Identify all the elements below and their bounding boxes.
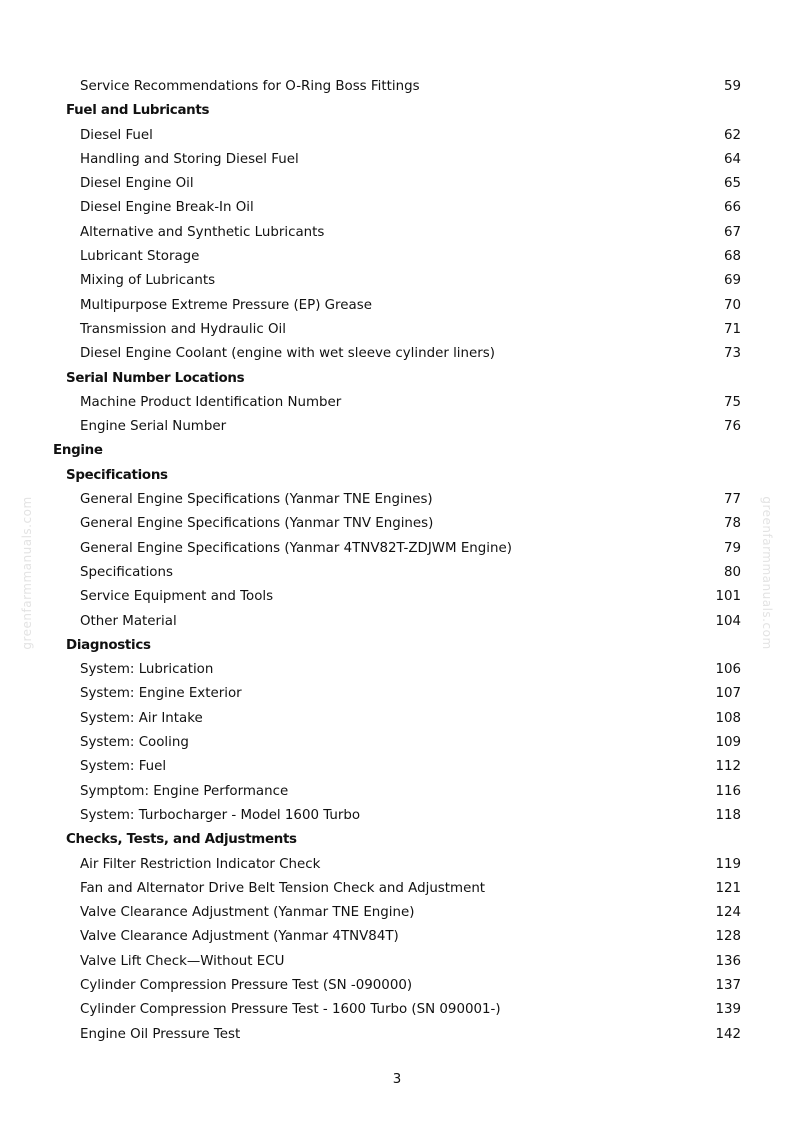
toc-entry-title: General Engine Specifications (Yanmar TNV Engines) xyxy=(80,516,434,532)
toc-entry[interactable] xyxy=(0,245,794,269)
toc-entry-title: Diesel Engine Break-In Oil xyxy=(80,200,254,216)
toc-entry-page: 77 xyxy=(723,492,741,508)
toc-entry-title: Machine Product Identification Number xyxy=(80,394,342,410)
toc-entry-title: System: Cooling xyxy=(80,735,189,751)
toc-entry[interactable] xyxy=(0,294,794,318)
toc-entry-title: Service Equipment and Tools xyxy=(80,589,274,605)
toc-section-heading[interactable] xyxy=(0,367,794,391)
toc-entry[interactable] xyxy=(0,950,794,974)
toc-entry-page: 121 xyxy=(715,880,741,896)
toc-entry-title: Diesel Fuel xyxy=(80,127,153,143)
toc-entry[interactable] xyxy=(0,610,794,634)
toc-entry-page: 69 xyxy=(723,273,741,289)
toc-entry-title: System: Engine Exterior xyxy=(80,686,242,702)
toc-entry-page: 62 xyxy=(723,127,741,143)
toc-entry-title: Cylinder Compression Pressure Test - 1600 Turbo (SN 090001-) xyxy=(80,1002,501,1018)
toc-entry-title: Fuel and Lubricants xyxy=(66,103,210,119)
toc-entry[interactable] xyxy=(0,925,794,949)
toc-entry-title: Engine xyxy=(53,443,103,459)
toc-entry-title: Specifications xyxy=(80,564,173,580)
toc-entry-page: 108 xyxy=(715,710,741,726)
toc-entry-page: 64 xyxy=(723,151,741,167)
toc-entry-page: 107 xyxy=(715,686,741,702)
toc-entry-title: Specifications xyxy=(66,467,168,483)
toc-entry[interactable] xyxy=(0,561,794,585)
toc-entry-title: Fan and Alternator Drive Belt Tension Check and Adjustment xyxy=(80,880,486,896)
toc-entry[interactable] xyxy=(0,318,794,342)
toc-entry[interactable] xyxy=(0,196,794,220)
toc-entry-title: Air Filter Restriction Indicator Check xyxy=(80,856,321,872)
toc-entry-page: 73 xyxy=(723,346,741,362)
toc-entry[interactable] xyxy=(0,877,794,901)
toc-entry-page: 78 xyxy=(723,516,741,532)
toc-entry[interactable] xyxy=(0,269,794,293)
toc-entry-title: Service Recommendations for O-Ring Boss Fittings xyxy=(80,79,420,94)
toc-entry-page: 65 xyxy=(723,176,741,192)
toc-entry-page: 59 xyxy=(723,79,741,94)
toc-entry[interactable] xyxy=(0,342,794,366)
toc-entry-page: 76 xyxy=(723,419,741,435)
toc-section-heading[interactable] xyxy=(0,99,794,123)
toc-entry-page: 118 xyxy=(715,807,741,823)
toc-entry-title: Symptom: Engine Performance xyxy=(80,783,289,799)
table-of-contents xyxy=(0,75,794,1047)
toc-entry-page: 109 xyxy=(715,735,741,751)
watermark-right: greenfarmmanuals.com xyxy=(760,496,774,650)
toc-entry-title: Valve Clearance Adjustment (Yanmar TNE Engine) xyxy=(80,905,415,921)
toc-entry-page: 101 xyxy=(715,589,741,605)
toc-entry-page: 136 xyxy=(715,953,741,969)
toc-entry-title: Serial Number Locations xyxy=(66,370,245,386)
toc-entry-title: Other Material xyxy=(80,613,177,629)
toc-entry[interactable] xyxy=(0,780,794,804)
toc-entry[interactable] xyxy=(0,172,794,196)
toc-entry[interactable] xyxy=(0,124,794,148)
toc-entry[interactable] xyxy=(0,998,794,1022)
toc-entry-page: 106 xyxy=(715,662,741,678)
toc-entry[interactable] xyxy=(0,707,794,731)
toc-entry[interactable] xyxy=(0,731,794,755)
toc-entry[interactable] xyxy=(0,804,794,828)
toc-entry-title: System: Lubrication xyxy=(80,662,214,678)
toc-entry[interactable] xyxy=(0,148,794,172)
toc-entry-page: 128 xyxy=(715,929,741,945)
toc-entry-page: 67 xyxy=(723,224,741,240)
page-number: 3 xyxy=(392,1072,402,1087)
toc-entry-page: 70 xyxy=(723,297,741,313)
toc-entry-page: 104 xyxy=(715,613,741,629)
toc-entry-title: Diagnostics xyxy=(66,637,151,653)
toc-entry-title: Valve Lift Check—Without ECU xyxy=(80,953,285,969)
toc-entry-title: System: Turbocharger - Model 1600 Turbo xyxy=(80,807,361,823)
toc-entry[interactable] xyxy=(0,853,794,877)
toc-entry-page: 71 xyxy=(723,321,741,337)
toc-entry-title: System: Fuel xyxy=(80,759,167,775)
toc-entry-page: 68 xyxy=(723,249,741,265)
toc-entry-title: Multipurpose Extreme Pressure (EP) Grease xyxy=(80,297,372,313)
toc-entry[interactable] xyxy=(0,974,794,998)
toc-entry-page: 112 xyxy=(715,759,741,775)
watermark-left: greenfarmmanuals.com xyxy=(20,496,34,650)
toc-section-heading[interactable] xyxy=(0,439,794,463)
toc-section-heading[interactable] xyxy=(0,464,794,488)
toc-entry[interactable] xyxy=(0,415,794,439)
toc-entry[interactable] xyxy=(0,221,794,245)
toc-entry[interactable] xyxy=(0,488,794,512)
toc-entry-title: Transmission and Hydraulic Oil xyxy=(80,321,286,337)
toc-entry[interactable] xyxy=(0,585,794,609)
toc-entry[interactable] xyxy=(0,682,794,706)
toc-entry-title: Cylinder Compression Pressure Test (SN -090000) xyxy=(80,977,413,993)
toc-entry-title: Diesel Engine Coolant (engine with wet sleeve cylinder liners) xyxy=(80,346,495,362)
toc-entry[interactable] xyxy=(0,901,794,925)
toc-entry-title: General Engine Specifications (Yanmar TNE Engines) xyxy=(80,492,433,508)
toc-entry-title: Diesel Engine Oil xyxy=(80,176,194,192)
toc-entry-page: 80 xyxy=(723,564,741,580)
toc-entry-title: Mixing of Lubricants xyxy=(80,273,216,289)
toc-entry[interactable] xyxy=(0,658,794,682)
toc-entry-page: 142 xyxy=(715,1026,741,1042)
toc-entry-page: 137 xyxy=(715,977,741,993)
toc-entry[interactable] xyxy=(0,75,794,99)
toc-entry-title: Engine Oil Pressure Test xyxy=(80,1026,241,1042)
toc-entry-page: 124 xyxy=(715,905,741,921)
toc-entry[interactable] xyxy=(0,537,794,561)
toc-entry-page: 116 xyxy=(715,783,741,799)
toc-entry-page: 79 xyxy=(723,540,741,556)
toc-entry[interactable] xyxy=(0,755,794,779)
toc-entry-title: Handling and Storing Diesel Fuel xyxy=(80,151,299,167)
toc-entry[interactable] xyxy=(0,1023,794,1047)
toc-entry-page: 75 xyxy=(723,394,741,410)
toc-entry-title: Engine Serial Number xyxy=(80,419,227,435)
toc-entry[interactable] xyxy=(0,391,794,415)
toc-entry-title: Checks, Tests, and Adjustments xyxy=(66,832,297,848)
toc-section-heading[interactable] xyxy=(0,634,794,658)
toc-entry-title: General Engine Specifications (Yanmar 4TNV82T-ZDJWM Engine) xyxy=(80,540,512,556)
toc-entry-title: Lubricant Storage xyxy=(80,249,200,265)
toc-entry-page: 119 xyxy=(715,856,741,872)
toc-entry-page: 66 xyxy=(723,200,741,216)
toc-entry-title: System: Air Intake xyxy=(80,710,203,726)
toc-entry-title: Alternative and Synthetic Lubricants xyxy=(80,224,325,240)
toc-entry[interactable] xyxy=(0,512,794,536)
toc-entry-page: 139 xyxy=(715,1002,741,1018)
toc-section-heading[interactable] xyxy=(0,828,794,852)
toc-entry-title: Valve Clearance Adjustment (Yanmar 4TNV84T) xyxy=(80,929,399,945)
